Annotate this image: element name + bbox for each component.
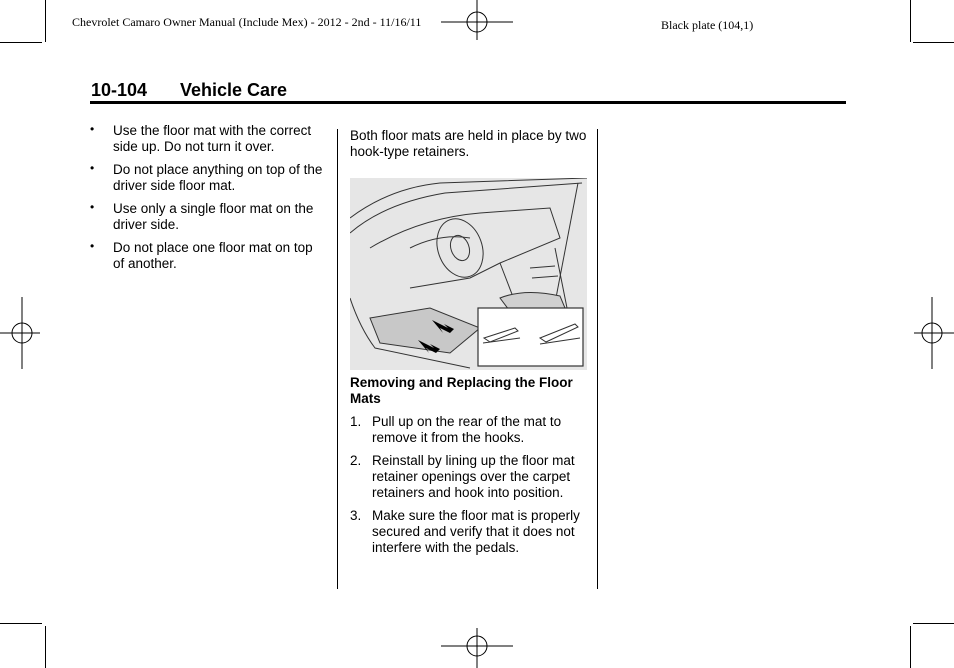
bullet-icon: • (90, 200, 95, 214)
running-header: Chevrolet Camaro Owner Manual (Include Mex) - 2012 - 2nd - 11/16/11 (72, 15, 422, 29)
bullet-icon: • (90, 122, 95, 136)
column-divider (337, 129, 338, 589)
subheading: Removing and Replacing the Floor Mats (350, 375, 573, 406)
list-item: • Do not place anything on top of the driver side floor mat. (90, 161, 323, 193)
list-item: 3. Make sure the floor mat is properly secured and verify that it does not interfere with the pedals. (350, 508, 580, 555)
header-rule (90, 101, 846, 104)
bullet-icon: • (90, 239, 95, 253)
bullet-list (90, 123, 326, 279)
plate-label: Black plate (104,1) (661, 18, 754, 32)
list-item: • Use the floor mat with the correct side up. Do not turn it over. (90, 122, 312, 154)
list-item: 2. Reinstall by lining up the floor mat retainer openings over the carpet retainers and hook into position. (350, 453, 575, 500)
section-title: Vehicle Care (180, 80, 288, 100)
floor-mat-illustration (350, 178, 587, 370)
bullet-icon: • (90, 161, 95, 175)
column-divider (597, 129, 598, 589)
intro-paragraph: Both floor mats are held in place by two hook-type retainers. (350, 128, 587, 159)
steps-list (350, 414, 590, 563)
list-item: • Do not place one floor mat on top of another. (90, 239, 313, 271)
list-item: • Use only a single floor mat on the driver side. (90, 200, 314, 232)
page-number: 10-104 (91, 80, 148, 100)
list-item: 1. Pull up on the rear of the mat to remove it from the hooks. (350, 414, 562, 445)
